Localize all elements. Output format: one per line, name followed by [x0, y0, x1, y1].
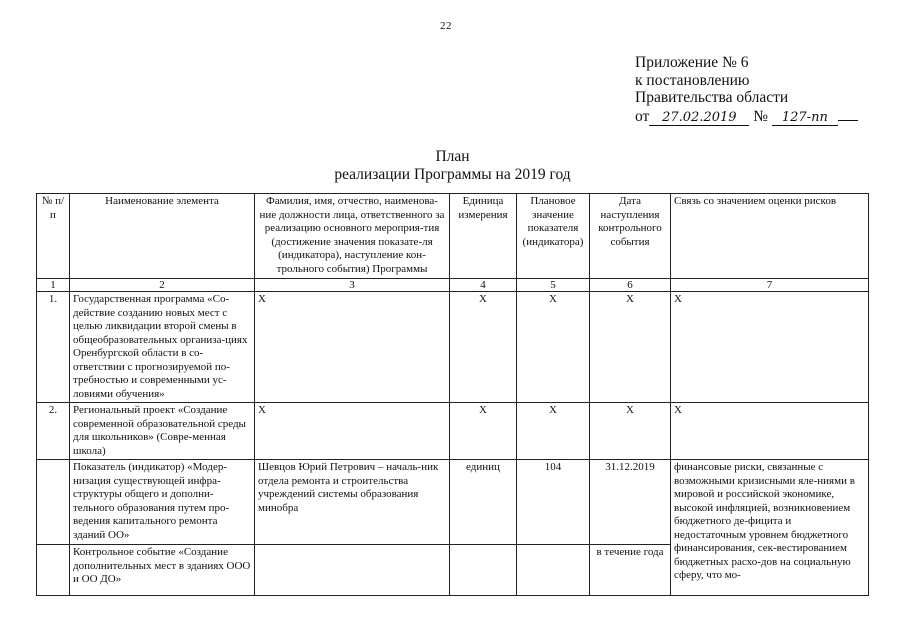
- element-name-cell: Контрольное событие «Создание дополнительных мест в зданиях ООО и ОО ДО»: [70, 545, 255, 596]
- number-sign: №: [753, 107, 768, 125]
- column-number: 4: [450, 279, 517, 292]
- header-cell-risk-link: Связь со значением оценки рисков: [671, 194, 869, 279]
- unit-cell: единиц: [450, 460, 517, 545]
- responsible-cell: Х: [255, 403, 450, 460]
- date-cell: Х: [590, 292, 671, 403]
- plan-table: [36, 193, 869, 596]
- page-number: 22: [440, 20, 452, 32]
- date-cell: в течение года: [590, 545, 671, 596]
- plan-value-cell: [517, 545, 590, 596]
- risk-cell: Х: [671, 292, 869, 403]
- handwritten-date: 27.02.2019: [649, 111, 749, 126]
- plan-value-cell: 104: [517, 460, 590, 545]
- table-row: [37, 460, 869, 545]
- column-number: 2: [70, 279, 255, 292]
- unit-cell: Х: [450, 403, 517, 460]
- plan-value-cell: Х: [517, 292, 590, 403]
- responsible-cell: [255, 545, 450, 596]
- row-number: 1.: [37, 292, 70, 403]
- date-prefix: от: [635, 107, 650, 125]
- responsible-cell: Шевцов Юрий Петрович – началь-ник отдела ремонта и строительства учреждений системы образования минобра: [255, 460, 450, 545]
- header-cell-responsible: Фамилия, имя, отчество, наименова-ние должности лица, ответственного за реализацию основного мероприя-тия (достижение значения показате-ля (индикатора), наступление кон-трольного события) Программы: [255, 194, 450, 279]
- column-number: 6: [590, 279, 671, 292]
- appendix-date-line: [635, 107, 858, 126]
- table-row: [37, 403, 869, 460]
- appendix-block: [635, 54, 858, 126]
- column-number: 5: [517, 279, 590, 292]
- table-header-row: [37, 194, 869, 279]
- row-number: [37, 460, 70, 545]
- risk-cell: финансовые риски, связанные с возможными кризисными яле-ниями в мировой и российской экономике, высокой инфляцией, возникновением бюджетного де-фицита и недостаточным уровнем бюджетного финансирования, сек-вестированием бюджетных расхо-дов на социальную сферу, что мо-: [671, 460, 869, 596]
- plan-value-cell: Х: [517, 403, 590, 460]
- column-number: 7: [671, 279, 869, 292]
- appendix-line-1: Приложение № 6: [635, 54, 749, 71]
- element-name-cell: Региональный проект «Создание современной образовательной среды для школьников» (Совре-менная школа): [70, 403, 255, 460]
- column-number: 1: [37, 279, 70, 292]
- handwritten-number: 127-пп: [772, 111, 838, 126]
- plan-subtitle: реализации Программы на 2019 год: [334, 166, 571, 183]
- header-cell-plan-value: Плановое значение показателя (индикатора): [517, 194, 590, 279]
- header-cell-unit: Единица измерения: [450, 194, 517, 279]
- header-cell-element-name: Наименование элемента: [70, 194, 255, 279]
- date-cell: Х: [590, 403, 671, 460]
- appendix-line-2: к постановлению: [635, 71, 750, 89]
- element-name-cell: Показатель (индикатор) «Модер-низация существующей инфра-структуры общего и дополни-тельного образования путем про-ведения капитального ремонта зданий ОО»: [70, 460, 255, 545]
- column-number-row: [37, 279, 869, 292]
- unit-cell: [450, 545, 517, 596]
- unit-cell: Х: [450, 292, 517, 403]
- plan-title: План: [435, 148, 470, 165]
- header-cell-number: № п/п: [37, 194, 70, 279]
- element-name-cell: Государственная программа «Со-действие созданию новых мест с целью ликвидации второй смены в общеобразовательных организа-циях Оренбургской области в со-ответствии с прогнозируемой по-требностью и современными ус-ловиями обучения»: [70, 292, 255, 403]
- row-number: [37, 545, 70, 596]
- header-cell-event-date: Дата наступления контрольного события: [590, 194, 671, 279]
- column-number: 3: [255, 279, 450, 292]
- responsible-cell: Х: [255, 292, 450, 403]
- date-cell: 31.12.2019: [590, 460, 671, 545]
- table-row: [37, 292, 869, 403]
- risk-cell: Х: [671, 403, 869, 460]
- appendix-line-3: Правительства области: [635, 89, 789, 106]
- row-number: 2.: [37, 403, 70, 460]
- signature-underline: [838, 107, 858, 121]
